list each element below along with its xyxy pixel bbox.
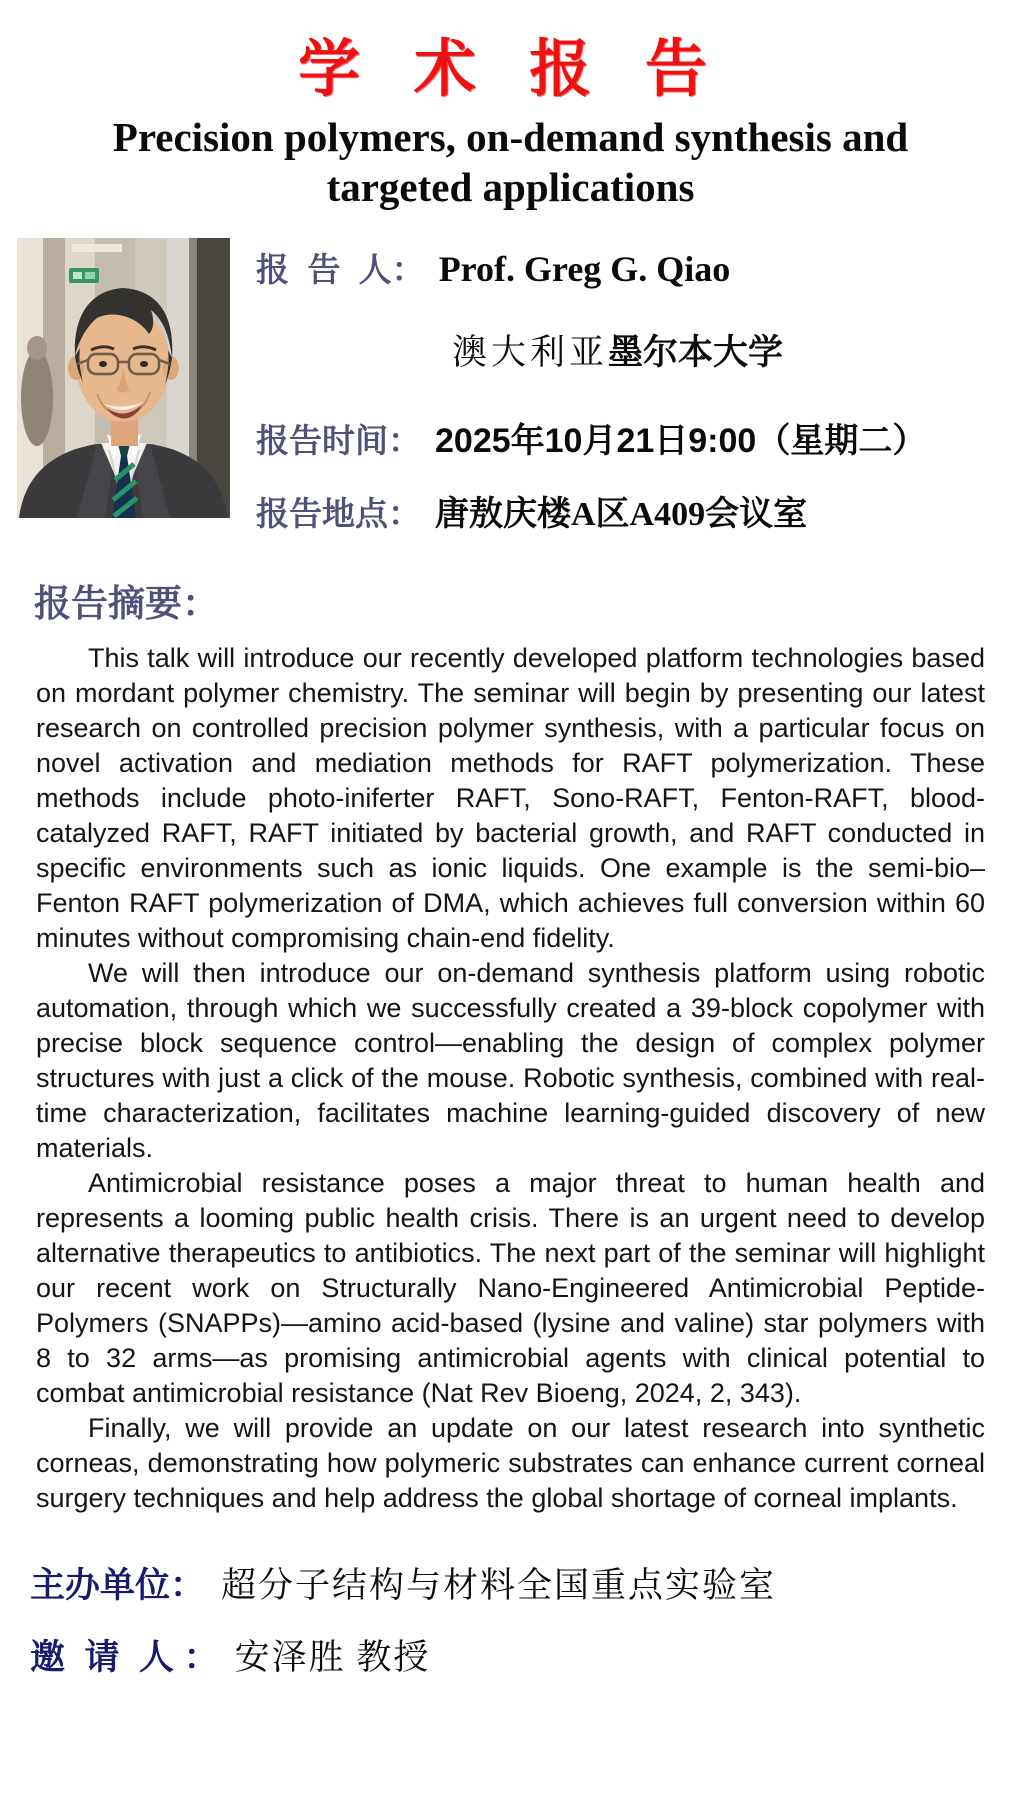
- inviter-value: 安泽胜 教授: [234, 1638, 431, 1677]
- abstract-paragraph-3: Antimicrobial resistance poses a major threat to human health and represents a looming public health crisis. There is an urgent need to develop alternative therapeutics to antibiotics. The next part of the seminar will highlight our recent work on Structurally Nano-Engineered Antimicrobial Peptide-Polymers (SNAPPs)—amino acid-based (lysine and valine) star polymers with 8 to 32 arms—as promising antimicrobial agents with clinical potential to combat antimicrobial resistance (Nat Rev Bioeng, 2024, 2, 343).: [36, 1168, 985, 1408]
- host-value: 超分子结构与材料全国重点实验室: [221, 1566, 777, 1605]
- speaker-label: 报 告 人：: [256, 251, 425, 288]
- affiliation-university: 墨尔本大学: [608, 333, 784, 372]
- talk-title-line1: Precision polymers, on-demand synthesis and: [112, 114, 909, 160]
- time-value: 2025年10月21日9:00（星期二）: [435, 422, 927, 460]
- abstract-label: 报告摘要：: [34, 583, 219, 624]
- abstract-body: [36, 641, 985, 1516]
- venue-value: 唐敖庆楼A区A409会议室: [435, 496, 808, 533]
- speaker-photo-illustration: [17, 238, 230, 518]
- time-label: 报告时间：: [256, 422, 421, 459]
- abstract-paragraph-4: Finally, we will provide an update on our latest research into synthetic corneas, demonstrating how polymeric substrates can enhance current corneal surgery techniques and help address the global shortage of corneal implants.: [36, 1413, 985, 1513]
- host-label: 主办单位：: [30, 1566, 206, 1605]
- venue-label: 报告地点：: [256, 495, 421, 532]
- speaker-name: Prof. Greg G. Qiao: [438, 249, 731, 289]
- time-row: [256, 413, 1021, 462]
- speaker-photo: [17, 238, 230, 518]
- abstract-paragraph-1: This talk will introduce our recently developed platform technologies based on mordant polymer chemistry. The seminar will begin by presenting our latest research on controlled precision polymer synthesis, with a particular focus on novel activation and mediation methods for RAFT polymerization. These methods include photo-iniferter RAFT, Sono-RAFT, Fenton-RAFT, blood-catalyzed RAFT, RAFT initiated by bacterial growth, and RAFT conducted in specific environments such as ionic liquids. One example is the semi-bio–Fenton RAFT polymerization of DMA, which achieves full conversion within 60 minutes without compromising chain-end fidelity.: [36, 643, 985, 953]
- affiliation-country: 澳大利亚: [452, 333, 609, 372]
- main-title: 学 术 报 告: [298, 32, 723, 105]
- inviter-row: [30, 1630, 1021, 1680]
- host-row: [30, 1558, 1021, 1608]
- inviter-label: 邀 请 人 ：: [30, 1638, 219, 1677]
- speaker-row: [256, 244, 1021, 291]
- talk-title-line2: targeted applications: [326, 164, 695, 210]
- abstract-paragraph-2: We will then introduce our on-demand synthesis platform using robotic automation, through which we successfully created a 39-block copolymer with precise block sequence control—enabling the design of complex polymer structures with just a click of the mouse. Robotic synthesis, combined with real-time characterization, facilitates machine learning-guided discovery of new materials.: [36, 958, 985, 1163]
- talk-title: [60, 112, 961, 212]
- speaker-affiliation: [256, 325, 1021, 375]
- venue-row: [256, 486, 1021, 535]
- speaker-info: [256, 238, 1021, 535]
- header-row: [17, 238, 1021, 535]
